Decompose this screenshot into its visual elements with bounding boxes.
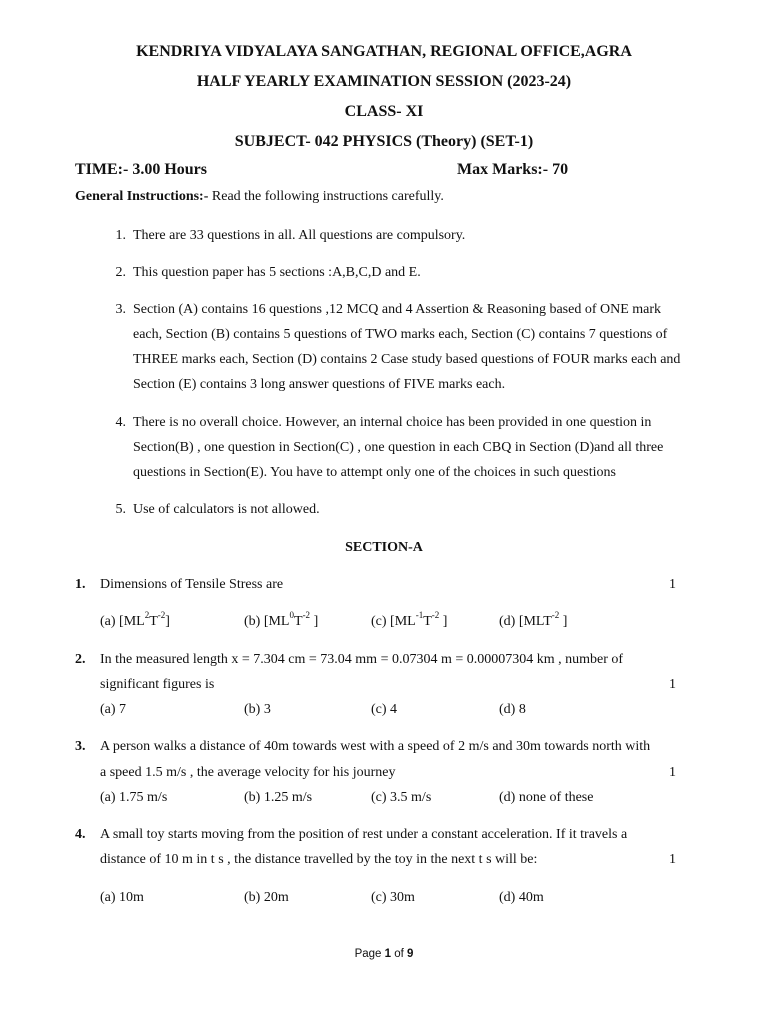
instruction-text: This question paper has 5 sections :A,B,C,D and E. [133, 265, 421, 280]
option-b: (b) 20m [244, 890, 289, 905]
option-a: (a) 10m [100, 890, 144, 905]
instruction-text: There is no overall choice. However, an internal choice has been provided in one question in [133, 415, 652, 430]
instruction-number: 4. [115, 415, 126, 430]
exam-title: HALF YEARLY EXAMINATION SESSION (2023-24) [196, 73, 572, 90]
footer-text: of [391, 948, 408, 960]
question-text: Dimensions of Tensile Stress are [100, 577, 284, 592]
option-text: (b) [ML [244, 614, 290, 629]
general-instructions [75, 189, 444, 205]
instruction-text: THREE marks each, Section (D) contains 2 Case study based questions of FOUR marks each and [133, 352, 681, 367]
question-number: 3. [75, 739, 86, 754]
time-label: TIME:- 3.00 Hours [75, 161, 207, 178]
superscript: -2 [551, 610, 560, 621]
option-a: (a) 7 [100, 702, 127, 717]
section-title: SECTION-A [345, 540, 423, 555]
option-text: ] [559, 614, 568, 629]
instruction-text: Section (A) contains 16 questions ,12 MCQ and 4 Assertion & Reasoning based of ONE mark [133, 302, 662, 317]
superscript: 0 [289, 610, 294, 621]
option-text: (c) [ML [371, 614, 416, 629]
option-d: (d) 8 [499, 702, 526, 717]
instruction-text: each, Section (B) contains 5 questions of TWO marks each, Section (C) contains 7 questions of [133, 327, 668, 342]
option-text: T [149, 614, 158, 629]
superscript: -2 [431, 610, 440, 621]
option-text: ] [310, 614, 319, 629]
question-marks: 1 [669, 765, 676, 780]
option-text: ] [439, 614, 448, 629]
subject-title: SUBJECT- 042 PHYSICS (Theory) (SET-1) [234, 133, 534, 150]
max-marks-label: Max Marks:- 70 [457, 161, 569, 178]
question-text: In the measured length x = 7.304 cm = 73.04 mm = 0.07304 m = 0.00007304 km , number of [100, 652, 624, 667]
instruction-text: questions in Section(E). You have to attempt only one of the choices in such questions [133, 465, 616, 480]
question-number: 1. [75, 577, 86, 592]
question-text: A small toy starts moving from the position of rest under a constant acceleration. If it travels a [100, 827, 628, 842]
option-b: (b) 1.25 m/s [244, 790, 313, 805]
option-text: (d) [MLT [499, 614, 552, 629]
page-number: 1 [384, 948, 392, 960]
school-title: KENDRIYA VIDYALAYA SANGATHAN, REGIONAL OFFICE,AGRA [136, 43, 632, 60]
superscript: 2 [144, 610, 150, 621]
instruction-text: Use of calculators is not allowed. [133, 502, 320, 517]
instruction-number: 1. [115, 228, 126, 243]
question-text: a speed 1.5 m/s , the average velocity for his journey [100, 765, 396, 780]
superscript: -1 [415, 610, 424, 621]
instruction-number: 2. [115, 265, 126, 280]
superscript: -2 [157, 610, 166, 621]
question-text: A person walks a distance of 40m towards west with a speed of 2 m/s and 30m towards north with [100, 739, 651, 754]
option-a: (a) 1.75 m/s [100, 790, 168, 805]
question-number: 2. [75, 652, 86, 667]
instruction-number: 5. [115, 502, 126, 517]
question-text: distance of 10 m in t s , the distance travelled by the toy in the next t s will be: [100, 852, 538, 867]
option-d [499, 610, 568, 630]
page-footer [0, 948, 768, 960]
footer-text: Page [354, 948, 385, 960]
page-total: 9 [407, 948, 414, 960]
option-b [244, 610, 319, 630]
question-number: 4. [75, 827, 86, 842]
question-marks: 1 [669, 677, 676, 692]
option-text: ] [165, 614, 170, 629]
option-b: (b) 3 [244, 702, 271, 717]
option-c [371, 610, 448, 630]
option-text: (a) [ML [100, 614, 145, 629]
option-c: (c) 30m [371, 890, 415, 905]
superscript: -2 [302, 610, 311, 621]
question-marks: 1 [669, 852, 676, 867]
option-d: (d) none of these [499, 790, 594, 805]
option-d: (d) 40m [499, 890, 544, 905]
instruction-text: There are 33 questions in all. All questions are compulsory. [133, 228, 466, 243]
option-c: (c) 4 [371, 702, 398, 717]
general-instructions-label: General Instructions:- [75, 189, 209, 204]
instruction-text: Section (E) contains 3 long answer questions of FIVE marks each. [133, 377, 506, 392]
option-text: T [294, 614, 303, 629]
option-c: (c) 3.5 m/s [371, 790, 432, 805]
general-instructions-text: Read the following instructions carefully. [208, 189, 444, 204]
question-text: significant figures is [100, 677, 215, 692]
option-a [100, 610, 170, 630]
instruction-number: 3. [115, 302, 126, 317]
question-marks: 1 [669, 577, 676, 592]
class-title: CLASS- XI [344, 103, 424, 120]
option-text: T [423, 614, 432, 629]
instruction-text: Section(B) , one question in Section(C) , one question in each CBQ in Section (D)and all three [133, 440, 664, 455]
